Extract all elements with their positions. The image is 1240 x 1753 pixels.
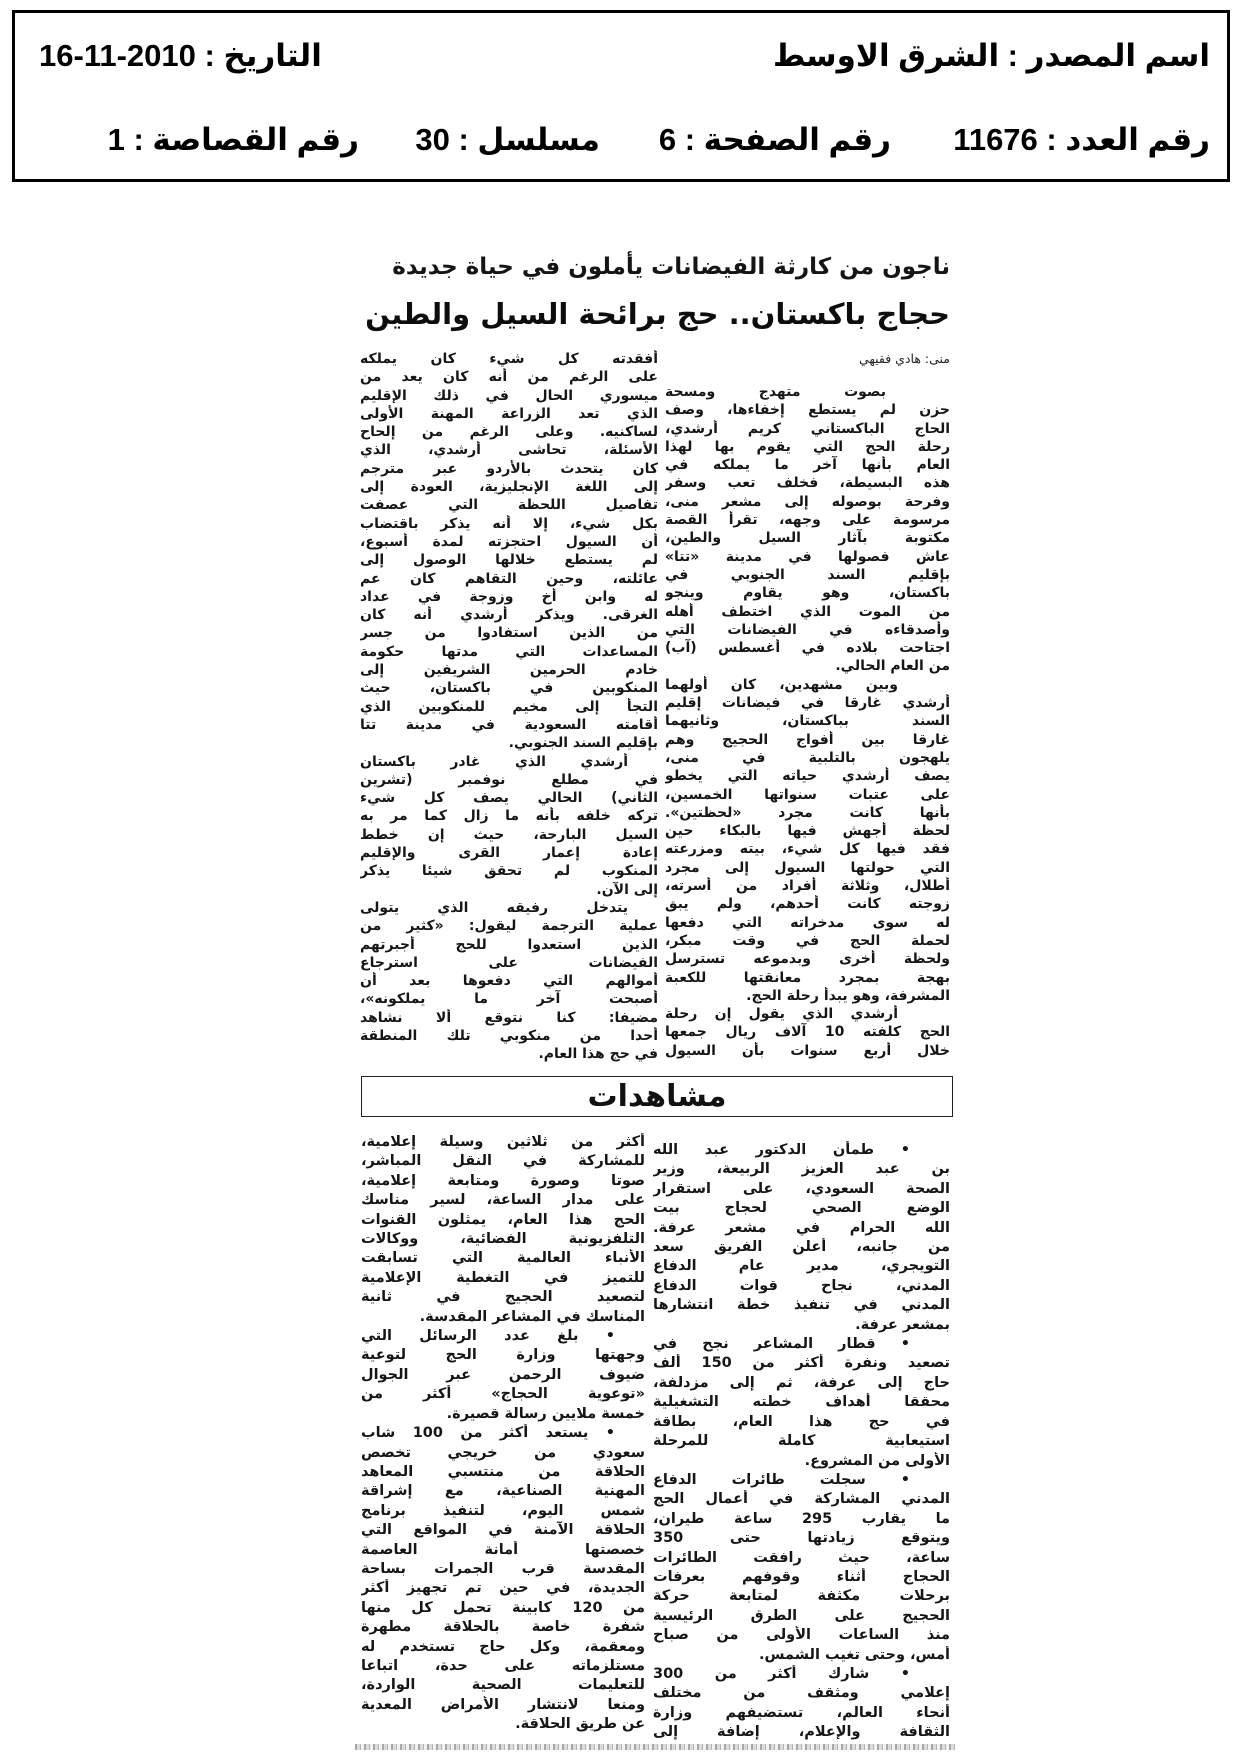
clipping-info-box [12, 10, 1230, 182]
text-line: ضيوف الرحمن عبر الجوال [361, 1366, 645, 1383]
text-line: كان يتحدث بالأردو عبر مترجم [360, 460, 658, 477]
text-line: أقامته السعودية في مدينة تتا [360, 716, 658, 733]
text-line: الصحة السعودي، على استقرار [653, 1180, 950, 1197]
text-line: صوتا وصورة ومتابعة إعلامية، [361, 1172, 645, 1189]
text-line: بهجة بمجرد معانقتها للكعبة [665, 969, 950, 986]
paragraph [653, 1141, 950, 1335]
text-line: الذي تعد الزراعة المهنة الأولى [360, 405, 658, 422]
text-line: ويتوقع زيادتها حتى 350 [653, 1530, 950, 1547]
text-line: بن عبد العزيز الربيعة، وزير [653, 1161, 950, 1178]
text-line: الثاني) الحالي يصف كل شيء [360, 790, 658, 807]
paragraph [361, 1327, 645, 1424]
text-line: من جانبه، أعلن الفريق سعد [653, 1239, 950, 1256]
text-line: على الرغم من أنه كان يعد من [360, 369, 658, 386]
text-line: عملية الترجمة ليقول: «كثير من [360, 918, 658, 935]
text-line: ومنعا لانتشار الأمراض المعدية [361, 1696, 645, 1713]
newspaper-clipping [355, 240, 955, 1750]
text-line: المنكوب لم تحقق شيئا يذكر [360, 863, 658, 880]
text-line: «توعوية الحجاج» أكثر من [361, 1386, 645, 1403]
text-line: زوجته كانت أحدهم، ولم يبق [665, 896, 950, 913]
text-line: من العام الحالي. [835, 658, 950, 675]
text-line: للتعليمات الصحية الواردة، [361, 1677, 645, 1694]
text-line: خادم الحرمين الشريفين إلى [360, 662, 658, 679]
text-line: في مطلع نوفمبر (تشرين [360, 771, 658, 788]
text-line: له وابن أخ وزوجة في عداد [360, 588, 658, 605]
text-line: المهنية الصناعية، مع إشراقة [361, 1483, 645, 1500]
text-line: المقدسة قرب الجمرات بساحة [361, 1560, 645, 1577]
article-kicker: ناجون من كارثة الفيضانات يأملون في حياة جديدة [392, 254, 950, 280]
scan-edge-bottom [355, 1744, 955, 1750]
text-line: التي حولتها السيول إلى مجرد [665, 859, 950, 876]
text-line: حاج إلى عرفة، ثم إلى مزدلفة، [653, 1374, 950, 1391]
text-line: بكل شيء، إلا أنه يذكر باقتضاب [360, 515, 658, 532]
text-line: شفرة خاصة بالحلاقة مطهرة [361, 1619, 645, 1636]
text-line: يلهجون بالتلبية في منى، [665, 749, 950, 766]
text-line: المساعدات التي مدتها حكومة [360, 643, 658, 660]
text-line: أصبحت آخر ما يملكونه»، [360, 991, 658, 1008]
text-line: تفاصيل اللحظة التي عصفت [360, 497, 658, 514]
text-line: عاش فصولها في مدينة «تتا» [665, 548, 950, 565]
text-line: أفقدته كل شيء كان يملكه [360, 351, 658, 367]
source-name: اسم المصدر : الشرق الاوسط [772, 38, 1210, 73]
text-line: الأنباء العالمية التي تسابقت [361, 1250, 645, 1267]
text-line: خمسة ملايين رسالة قصيرة. [446, 1405, 645, 1422]
text-line: ميسوري الحال في ذلك الإقليم [360, 387, 658, 404]
text-line: بمشعر عرفة. [855, 1316, 950, 1333]
text-line: • سجلت طائرات الدفاع [653, 1471, 910, 1488]
sidebar-title-box [361, 1076, 953, 1117]
text-line: الجديدة، في حين تم تجهيز أكثر [361, 1580, 645, 1597]
paragraph [361, 1424, 645, 1735]
paragraph [360, 899, 658, 1064]
text-line: أنحاء العالم، تستضيفهم وزارة [653, 1704, 950, 1721]
text-line: الحج كلفته 10 آلاف ريال جمعها [665, 1024, 950, 1041]
text-line: فقد فيها كل شيء، بيته ومزرعته [665, 841, 950, 858]
sidebar-column-right [653, 1141, 950, 1743]
text-line: الأولى من المشروع. [804, 1452, 950, 1469]
text-line: العام بأنها آخر ما يملكه في [665, 457, 950, 474]
text-line: لتصعيد الحجيج في ثانية [361, 1289, 645, 1306]
text-line: الفيضانات على استرجاع [360, 954, 658, 971]
text-line: • طمأن الدكتور عبد الله [653, 1142, 910, 1158]
article-column-right [665, 383, 950, 1060]
paragraph [665, 383, 950, 676]
paragraph [360, 753, 658, 899]
paragraph [361, 1133, 645, 1327]
text-line: أرشدي الذي يقول إن رحلة [665, 1006, 898, 1023]
page-number: رقم الصفحة : 6 [658, 122, 891, 157]
text-line: • يستعد أكثر من 100 شاب [361, 1425, 615, 1442]
paragraph [653, 1665, 950, 1743]
text-line: الحجاج أثناء وقوفهم بعرفات [653, 1568, 950, 1585]
text-line: غارقا بين أفواج الحجيج وهم [665, 731, 950, 748]
text-line: ومعقمة، وكل حاج تستخدم له [361, 1638, 645, 1655]
text-line: أطلال، وثلاثة أفراد من أسرته، [665, 878, 950, 895]
text-line: إلى الآن. [596, 881, 658, 898]
text-line: وبين مشهدين، كان أولهما [665, 676, 898, 693]
text-line: برحلات مكثفة لمتابعة حركة [653, 1588, 950, 1605]
text-line: التويجري، مدير عام الدفاع [653, 1258, 950, 1275]
text-line: في حج هذا العام، بطاقة [653, 1413, 950, 1430]
text-line: على مدار الساعة، لسير مناسك [361, 1192, 645, 1209]
text-line: من الموت الذي اختطف أهله [665, 603, 950, 620]
text-line: خلال أربع سنوات بأن السيول [665, 1042, 950, 1059]
text-line: التلفزيونية الفضائية، ووكالات [361, 1231, 645, 1248]
text-line: مرسومة على وجهه، تقرأ القصة [665, 512, 950, 529]
paragraph [653, 1471, 950, 1665]
text-line: لم يستطع خلالها الوصول إلى [360, 552, 658, 569]
text-line: الذين استعدوا للحج أجبرتهم [360, 936, 658, 953]
text-line: السند بباكستان، وثانيهما [665, 713, 950, 730]
text-line: الثقافة والإعلام، إضافة إلى [653, 1724, 950, 1741]
text-line: لساكنيه. وعلى الرغم من إلحاح [360, 424, 658, 441]
text-line: الغرقى. ويذكر أرشدي أنه كان [360, 607, 658, 624]
text-line: أحدا من منكوبي تلك المنطقة [360, 1027, 658, 1044]
text-line: بإقليم السند الجنوبي في [665, 566, 950, 583]
text-line: شمس اليوم، لتنفيذ برنامج [361, 1502, 645, 1519]
text-line: المدني، نجاح قوات الدفاع [653, 1277, 950, 1294]
text-line: أرشدي الذي غادر باكستان [360, 753, 628, 770]
text-line: المنكوبين في باكستان، حيث [360, 680, 658, 697]
sidebar-column-left [361, 1133, 645, 1735]
text-line: باكستان، وهو يقاوم وينجو [665, 585, 950, 602]
text-line: وجهتها وزارة الحج لتوعية [361, 1347, 645, 1364]
text-line: الوضع الصحي لحجاج بيت [653, 1200, 950, 1217]
text-line: خصصتها أمانة العاصمة [361, 1541, 645, 1558]
text-line: المدني المشاركة في أعمال الحج [653, 1491, 950, 1508]
text-line: مكتوبة بآثار السيل والطين، [665, 530, 950, 547]
text-line: محققا أهداف خطته التشغيلية [653, 1394, 950, 1411]
text-line: مضيفا: كنا نتوقع ألا نشاهد [360, 1009, 658, 1026]
text-line: بأنها كانت مجرد «لحظتين». [665, 804, 950, 821]
text-line: منذ الساعات الأولى من صباح [653, 1627, 950, 1644]
sidebar-title: مشاهدات [587, 1079, 727, 1114]
text-line: المشرفة، وهو يبدأ رحلة الحج. [746, 987, 950, 1004]
text-line: الله الحرام في مشعر عرفة. [653, 1219, 950, 1236]
text-line: تركه خلفه بأنه ما زال كما مر به [360, 808, 658, 825]
text-line: ما يقارب 295 ساعة طيران، [653, 1510, 950, 1527]
text-line: بصوت متهدج ومسحة [665, 384, 886, 400]
article-column-left [360, 350, 658, 1064]
text-line: يتدخل رفيقه الذي يتولى [360, 899, 628, 916]
text-line: أموالهم التي دفعوها بعد أن [360, 973, 658, 990]
text-line: رحلة الحج التي يقوم بها لهذا [665, 438, 950, 455]
text-line: إعادة إعمار القرى والإقليم [360, 845, 658, 862]
text-line: بإقليم السند الجنوبي. [508, 735, 658, 752]
text-line: المدني في تنفيذ خطة انتشارها [653, 1297, 950, 1314]
paragraph [665, 1005, 950, 1060]
text-line: أرشدي غارقا في فيضانات إقليم [665, 695, 950, 712]
text-line: السيل البارحة، حيث إن خطط [360, 826, 658, 843]
article-byline: منى: هادي فقيهي [858, 351, 950, 366]
paragraph [665, 676, 950, 1005]
text-line: الأسئلة، تحاشى أرشدي، الذي [360, 442, 658, 459]
text-line: الحلاقة الآمنة في المواقع التي [361, 1522, 645, 1539]
text-line: إلى اللغة الإنجليزية، العودة إلى [360, 479, 658, 496]
text-line: الحاج الباكستاني كريم أرشدي، [665, 420, 950, 437]
text-line: عائلته، وحين التقاهم كان عم [360, 570, 658, 587]
text-line: • شارك أكثر من 300 [653, 1665, 910, 1682]
text-line: على عتبات سنواتها الخمسين، [665, 786, 950, 803]
text-line: إعلامي ومثقف من مختلف [653, 1685, 950, 1702]
text-line: • قطار المشاعر نجح في [653, 1336, 910, 1353]
text-line: • بلغ عدد الرسائل التي [361, 1328, 615, 1345]
text-line: استيعابية كاملة للمرحلة [653, 1433, 950, 1450]
text-line: لحملة الحج في وقت مبكر، [665, 932, 950, 949]
text-line: الحلاقة من منتسبي المعاهد [361, 1463, 645, 1480]
paragraph [653, 1335, 950, 1471]
text-line: ساعة، حيث رافقت الطائرات [653, 1549, 950, 1566]
serial-number: مسلسل : 30 [415, 122, 600, 157]
text-line: التجأ إلى مخيم للمنكوبين الذي [360, 698, 658, 715]
clipping-date: التاريخ : 2010-11-16 [39, 38, 322, 73]
text-line: اجتاحت بلاده في أغسطس (آب) [665, 640, 950, 657]
text-line: لحظة أجهش فيها بالبكاء حين [665, 823, 950, 840]
text-line: وفرحة بوصوله إلى مشعر منى، [665, 493, 950, 510]
text-line: هذه البسيطة، فخلف تعب وسفر [665, 475, 950, 492]
text-line: أكثر من ثلاثين وسيلة إعلامية، [361, 1134, 645, 1150]
text-line: وأصدقاءه في الفيضانات التي [665, 621, 950, 638]
text-line: من 120 كابينة تحمل كل منها [361, 1599, 645, 1616]
text-line: في حج هذا العام. [538, 1046, 658, 1063]
text-line: عن طريق الحلاقة. [515, 1716, 645, 1733]
text-line: أن السيول احتجزته لمدة أسبوع، [360, 533, 658, 550]
text-line: للتميز في التغطية الإعلامية [361, 1269, 645, 1286]
text-line: تصعيد ونفرة أكثر من 150 ألف [653, 1355, 950, 1372]
text-line: مستلزماته على حدة، اتباعا [361, 1657, 645, 1674]
text-line: له سوى مدخراته التي دفعها [665, 914, 950, 931]
text-line: الحجيج على الطرق الرئيسية [653, 1607, 950, 1624]
text-line: من الذين استفادوا من جسر [360, 625, 658, 642]
article-headline: حجاج باكستان.. حج برائحة السيل والطين [365, 297, 950, 331]
text-line: الحج هذا العام، يمثلون القنوات [361, 1211, 645, 1228]
text-line: سعودي من خريجي تخصص [361, 1444, 645, 1461]
text-line: ولحظة أخرى وبدموعه تسترسل [665, 951, 950, 968]
text-line: حزن لم يستطع إخفاءها، وصف [665, 402, 950, 419]
text-line: أمس، وحتى تغيب الشمس. [759, 1646, 950, 1663]
issue-number: رقم العدد : 11676 [953, 122, 1210, 157]
text-line: للمشاركة في النقل المباشر، [361, 1153, 645, 1170]
text-line: المناسك في المشاعر المقدسة. [419, 1308, 645, 1325]
text-line: يصف أرشدي حياته التي يخطو [665, 768, 950, 785]
clipping-number: رقم القصاصة : 1 [107, 122, 359, 157]
paragraph [360, 350, 658, 753]
